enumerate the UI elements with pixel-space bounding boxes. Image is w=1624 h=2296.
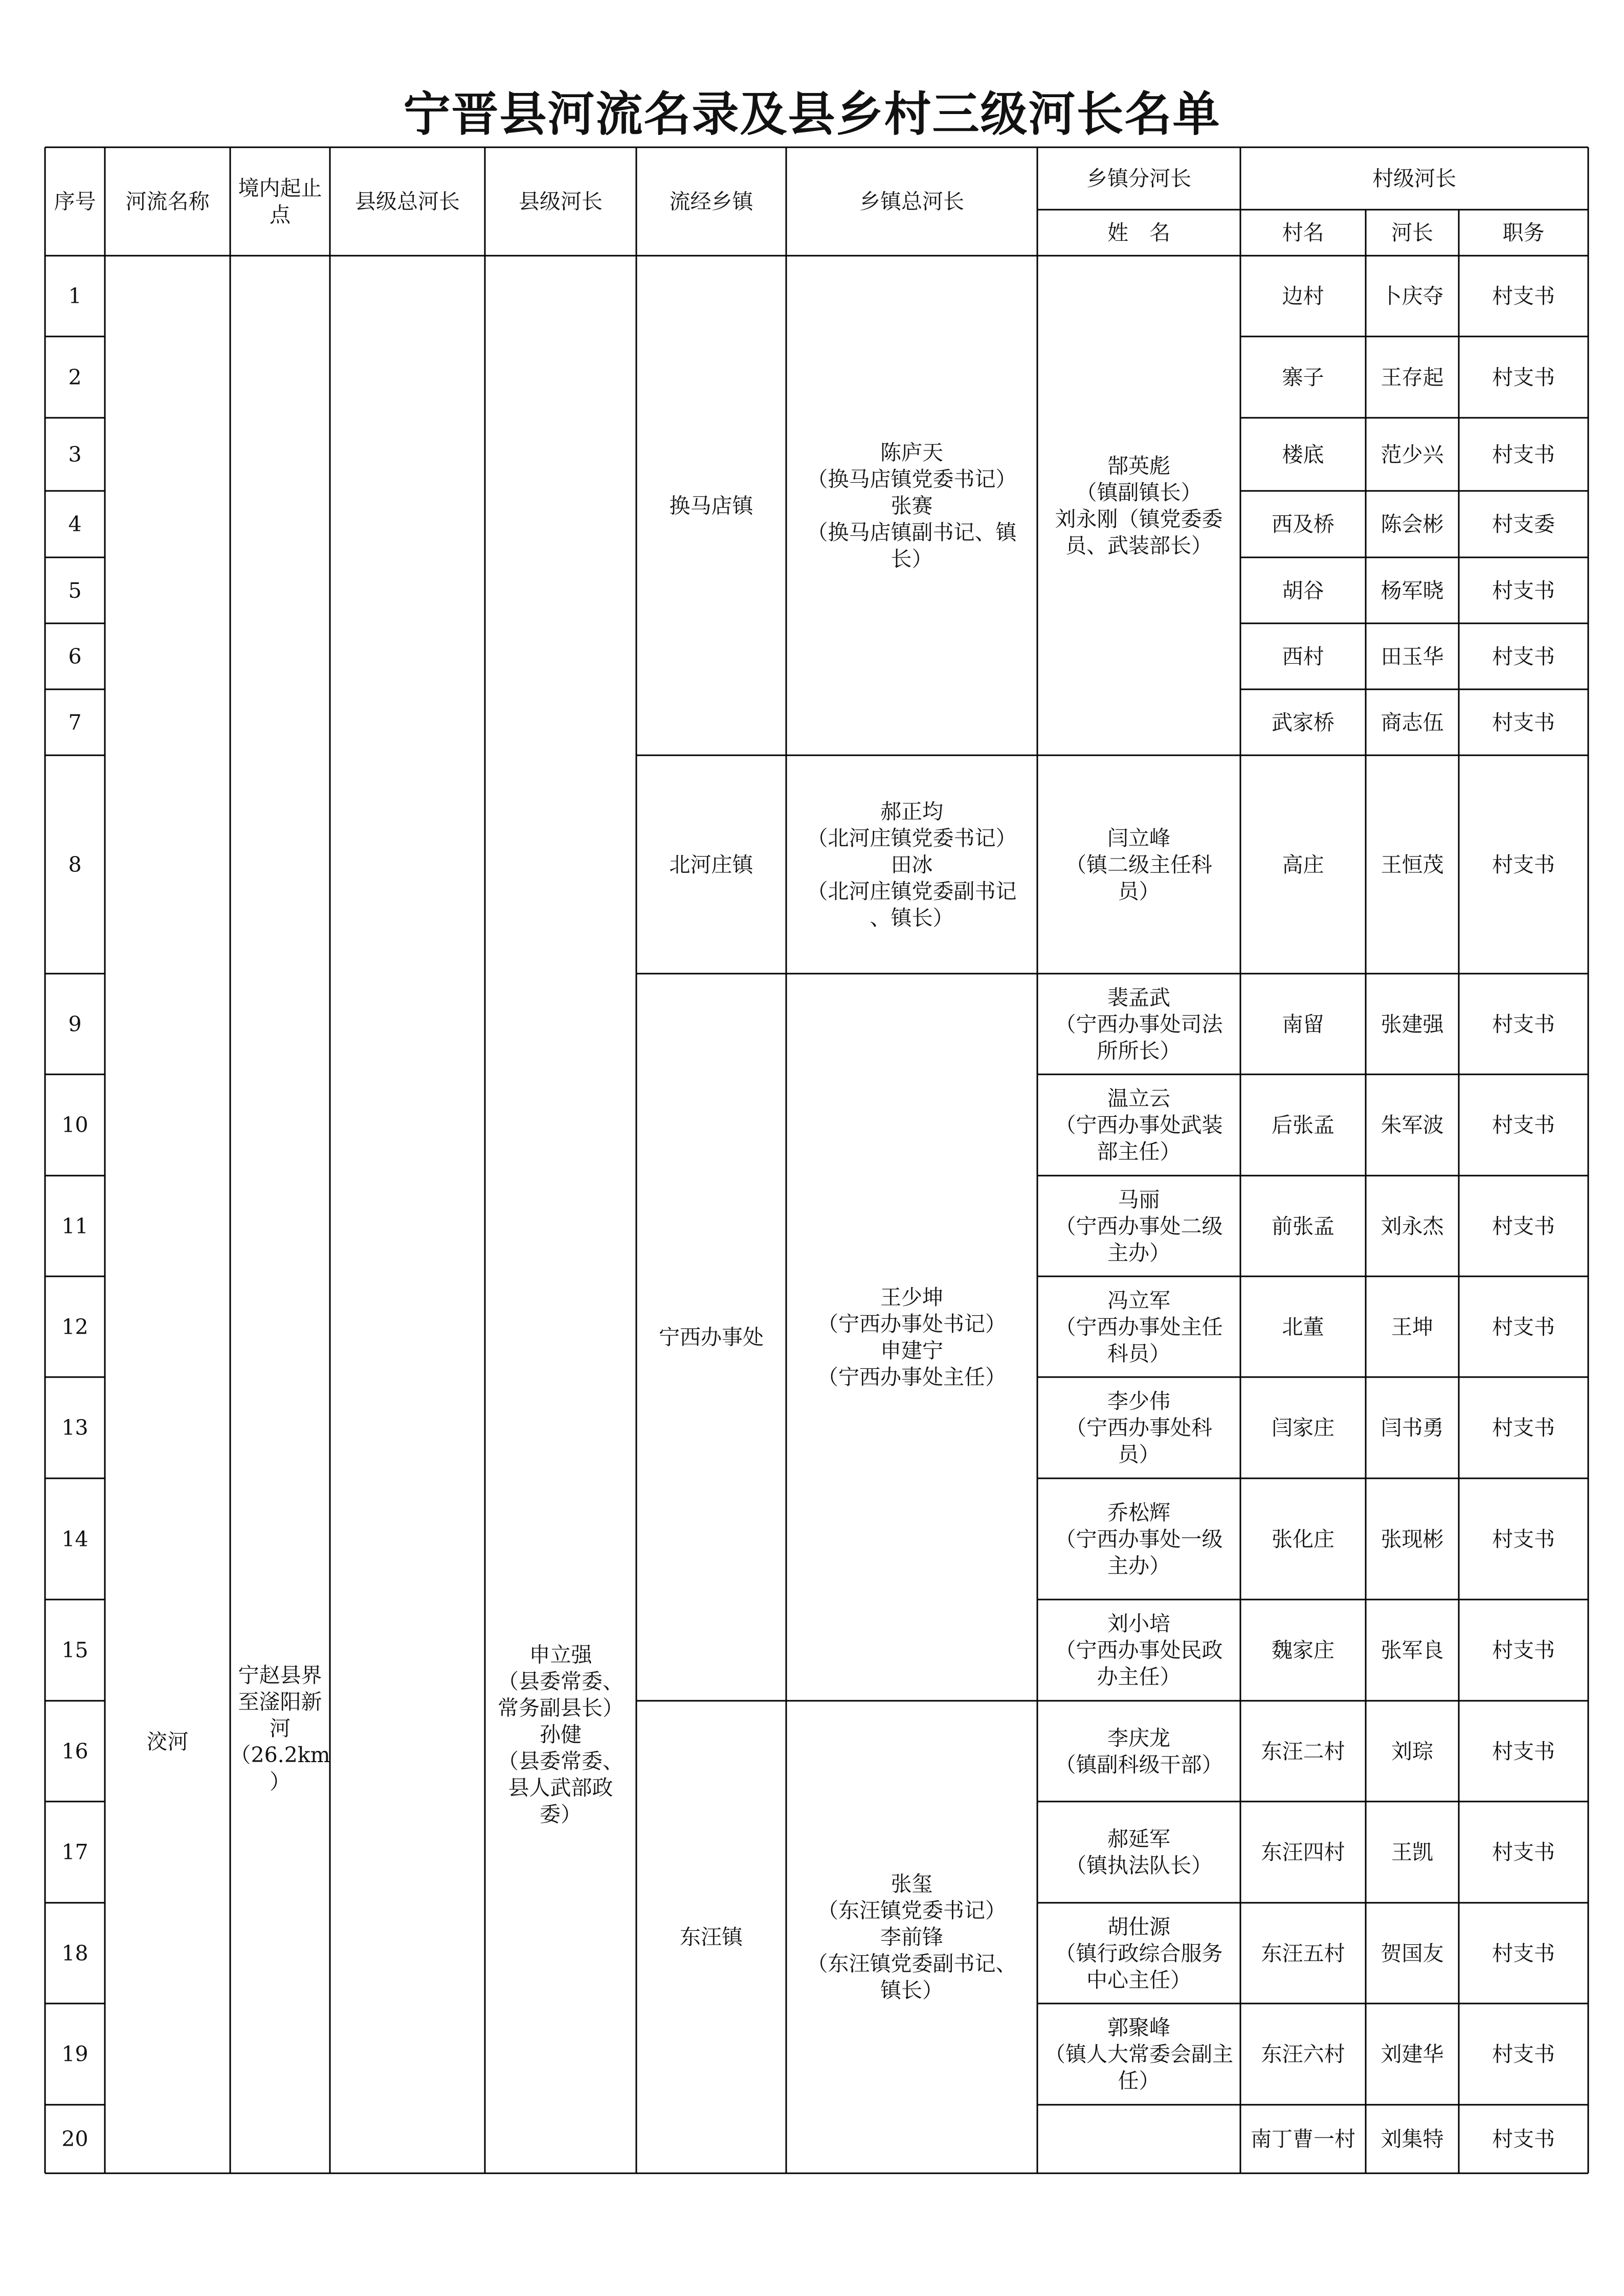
county-chief — [330, 256, 485, 2173]
row-village: 闫家庄 — [1272, 1415, 1334, 1440]
row-village: 寨子 — [1282, 365, 1324, 390]
header-town-sub-chief: 乡镇分河长 — [1086, 166, 1191, 191]
row-post: 村支书 — [1492, 284, 1555, 308]
row-seq: 13 — [61, 1415, 88, 1440]
header-range: 境内起止 点 — [238, 176, 322, 227]
row-village-chief: 王存起 — [1381, 365, 1444, 390]
town-sub-chief: 闫立峰 （镇二级主任科 员） — [1065, 825, 1212, 904]
row-seq: 20 — [61, 2127, 88, 2151]
row-post: 村支委 — [1492, 512, 1555, 536]
row-post: 村支书 — [1492, 1011, 1555, 1037]
header-county-chief-river: 县级河长 — [519, 189, 603, 214]
row-village: 高庄 — [1282, 852, 1324, 877]
row-village-chief: 商志伍 — [1381, 710, 1444, 735]
header-seq: 序号 — [54, 189, 96, 214]
row-village-chief: 张现彬 — [1381, 1526, 1444, 1551]
row-village-chief: 刘琮 — [1391, 1739, 1433, 1764]
town-sub-chief: 冯立军 （宁西办事处主任 科员） — [1055, 1288, 1223, 1366]
row-seq: 17 — [61, 1840, 88, 1864]
row-seq: 10 — [61, 1113, 88, 1137]
row-village: 边村 — [1282, 284, 1324, 308]
row-village-chief: 刘建华 — [1381, 2042, 1444, 2066]
row-post: 村支书 — [1492, 1415, 1555, 1440]
town-chief: 陈庐天 （换马店镇党委书记） 张赛 （换马店镇副书记、镇 长） — [807, 440, 1017, 571]
row-village: 魏家庄 — [1272, 1638, 1334, 1662]
row-seq: 11 — [61, 1213, 88, 1239]
header-village-chief-name: 河长 — [1391, 220, 1433, 245]
row-village: 张化庄 — [1272, 1526, 1334, 1551]
row-village: 楼底 — [1282, 442, 1324, 467]
row-seq: 2 — [68, 365, 82, 390]
row-village-chief: 杨军晓 — [1381, 578, 1444, 603]
row-seq: 4 — [68, 512, 82, 536]
town-sub-chief: 胡仕源 （镇行政综合服务 中心主任） — [1055, 1914, 1223, 1992]
town-sub-chief: 郝延军 （镇执法队长） — [1065, 1827, 1212, 1878]
county-river-chief: 申立强 （县委常委、 常务副县长） 孙健 （县委常委、 县人武部政 委） — [498, 1642, 624, 1827]
row-post: 村支书 — [1492, 1638, 1555, 1662]
town-name: 北河庄镇 — [669, 852, 753, 877]
town-sub-chief: 温立云 （宁西办事处武装 部主任） — [1055, 1086, 1223, 1164]
row-village-chief: 闫书勇 — [1381, 1415, 1444, 1440]
row-village-chief: 张建强 — [1381, 1011, 1444, 1037]
town-sub-chief: 裴孟武 （宁西办事处司法 所所长） — [1055, 985, 1223, 1063]
row-post: 村支书 — [1492, 1739, 1555, 1764]
row-village: 东汪四村 — [1261, 1840, 1345, 1864]
row-seq: 6 — [68, 644, 82, 669]
row-post: 村支书 — [1492, 2127, 1555, 2151]
row-seq: 15 — [61, 1638, 88, 1662]
row-village: 前张孟 — [1272, 1213, 1334, 1239]
row-post: 村支书 — [1492, 852, 1555, 877]
row-village-chief: 刘集特 — [1381, 2127, 1444, 2151]
town-sub-chief — [1037, 2105, 1240, 2173]
row-seq: 7 — [68, 710, 82, 735]
row-village-chief: 刘永杰 — [1381, 1213, 1444, 1239]
row-village: 西及桥 — [1272, 512, 1334, 536]
town-sub-chief: 李庆龙 （镇副科级干部） — [1055, 1725, 1223, 1777]
row-seq: 9 — [68, 1011, 82, 1037]
row-village: 西村 — [1282, 644, 1324, 669]
row-post: 村支书 — [1492, 578, 1555, 603]
town-chief: 王少坤 （宁西办事处书记） 申建宁 （宁西办事处主任） — [817, 1285, 1006, 1389]
header-village-post: 职务 — [1502, 220, 1545, 245]
row-post: 村支书 — [1492, 710, 1555, 735]
row-village: 北董 — [1282, 1314, 1324, 1339]
row-village-chief: 卜庆夺 — [1381, 284, 1444, 308]
town-sub-chief: 李少伟 （宁西办事处科 员） — [1065, 1389, 1212, 1467]
town-sub-chief: 马丽 （宁西办事处二级 主办） — [1055, 1187, 1223, 1265]
row-post: 村支书 — [1492, 1213, 1555, 1239]
town-name: 宁西办事处 — [659, 1325, 764, 1349]
row-post: 村支书 — [1492, 1941, 1555, 1966]
row-village: 东汪六村 — [1261, 2042, 1345, 2066]
row-seq: 5 — [68, 578, 82, 603]
row-post: 村支书 — [1492, 1113, 1555, 1137]
town-sub-chief: 刘小培 （宁西办事处民政 办主任） — [1055, 1611, 1223, 1689]
row-village-chief: 王凯 — [1391, 1840, 1433, 1864]
row-seq: 19 — [61, 2042, 88, 2066]
row-village: 胡谷 — [1282, 578, 1324, 603]
header-village-chief: 村级河长 — [1372, 166, 1456, 191]
row-post: 村支书 — [1492, 1314, 1555, 1339]
header-village-name: 村名 — [1282, 220, 1324, 245]
page-title: 宁晋县河流名录及县乡村三级河长名单 — [403, 87, 1221, 142]
row-village-chief: 王坤 — [1391, 1314, 1433, 1339]
row-post: 村支书 — [1492, 1840, 1555, 1864]
row-village-chief: 张军良 — [1381, 1638, 1444, 1662]
row-seq: 8 — [68, 852, 82, 877]
town-name: 东汪镇 — [680, 1925, 743, 1949]
row-village-chief: 范少兴 — [1381, 442, 1444, 467]
row-village: 武家桥 — [1272, 710, 1334, 735]
header-county-chief: 县级总河长 — [355, 189, 460, 214]
town-sub-chief: 乔松辉 （宁西办事处一级 主办） — [1055, 1500, 1223, 1578]
town-chief: 郝正均 （北河庄镇党委书记） 田冰 （北河庄镇党委副书记 、镇长） — [807, 799, 1017, 930]
header-river-name: 河流名称 — [125, 189, 210, 214]
town-name: 换马店镇 — [669, 493, 753, 518]
town-sub-chief: 郭聚峰 （镇人大常委会副主 任） — [1044, 2015, 1233, 2093]
row-village-chief: 王恒茂 — [1381, 852, 1444, 877]
row-seq: 3 — [68, 442, 82, 467]
town-chief: 张玺 （东汪镇党委书记） 李前锋 （东汪镇党委副书记、 镇长） — [807, 1872, 1017, 2002]
row-village: 东汪五村 — [1261, 1941, 1345, 1966]
river-range: 宁赵县界 至滏阳新 河 （26.2km ） — [230, 1663, 330, 1794]
row-seq: 1 — [68, 284, 82, 308]
row-village-chief: 朱军波 — [1381, 1113, 1444, 1137]
row-post: 村支书 — [1492, 442, 1555, 467]
header-town-sub-name: 姓 名 — [1107, 220, 1170, 245]
town-sub-chief: 郜英彪 （镇副镇长） 刘永刚（镇党委委 员、武装部长） — [1055, 453, 1223, 558]
row-village: 东汪二村 — [1261, 1739, 1345, 1764]
row-seq: 16 — [61, 1739, 88, 1764]
row-seq: 18 — [61, 1941, 88, 1966]
river-name: 洨河 — [146, 1729, 189, 1754]
row-village: 后张孟 — [1272, 1113, 1334, 1137]
row-village-chief: 贺国友 — [1381, 1941, 1444, 1966]
row-post: 村支书 — [1492, 1526, 1555, 1551]
header-town-chief: 乡镇总河长 — [859, 189, 964, 214]
row-village-chief: 田玉华 — [1381, 644, 1444, 669]
row-post: 村支书 — [1492, 644, 1555, 669]
row-post: 村支书 — [1492, 365, 1555, 390]
row-seq: 14 — [61, 1526, 88, 1551]
header-town: 流经乡镇 — [669, 189, 753, 214]
row-village: 南留 — [1282, 1011, 1324, 1037]
row-village-chief: 陈会彬 — [1381, 512, 1444, 536]
row-seq: 12 — [61, 1314, 88, 1339]
row-village: 南丁曹一村 — [1251, 2127, 1355, 2151]
row-post: 村支书 — [1492, 2042, 1555, 2066]
